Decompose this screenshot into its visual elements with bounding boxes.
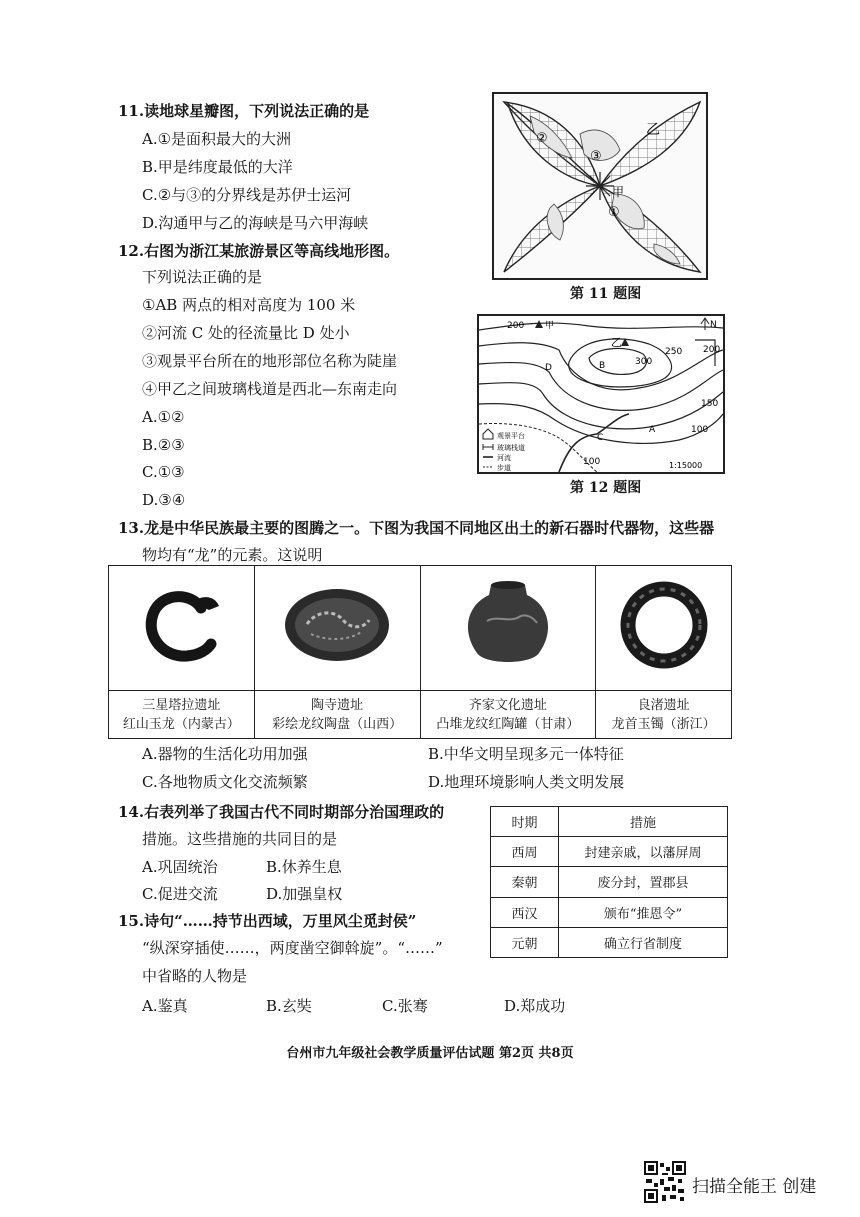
q15-line1: 15.诗句“……持节出西域，万里风尘觅封侯”: [118, 912, 417, 930]
relic-site-3: 齐家文化遗址: [468, 697, 547, 713]
q12-option-b: B.②③: [142, 436, 185, 454]
policy-measure-4: 确立行省制度: [559, 927, 728, 957]
q14-stem-line2: 措施。这些措施的共同目的是: [142, 830, 338, 848]
relic-site-1: 三星塔拉遗址: [142, 697, 221, 713]
relic-label-2: [254, 691, 420, 739]
map-label-d: D: [545, 363, 552, 373]
q11-option-a: A.①是面积最大的大洲: [142, 130, 292, 148]
q11-option-c: C.②与③的分界线是苏伊士运河: [142, 186, 352, 204]
q15-option-d: D.郑成功: [504, 997, 566, 1015]
jade-bracelet-icon: [614, 575, 714, 675]
legend-river: 河流: [497, 454, 511, 462]
relic-painted-plate-cell: [254, 566, 420, 691]
q12-stem-2: 下列说法正确的是: [142, 268, 263, 286]
q12-statement-2: ②河流 C 处的径流量比 D 处小: [142, 324, 350, 342]
q12-statement-4: ④甲乙之间玻璃栈道是西北—东南走向: [142, 380, 398, 398]
relic-name-1: 红山玉龙（内蒙古）: [122, 716, 240, 732]
map-label-a: A: [649, 425, 656, 435]
q11-stem: 11.读地球星瓣图，下列说法正确的是: [118, 102, 370, 120]
map-label-3: ③: [590, 149, 602, 164]
map-label-jia: 甲: [612, 185, 625, 199]
relics-table: [108, 565, 732, 739]
legend-trail: 步道: [497, 464, 511, 472]
relic-site-2: 陶寺遗址: [311, 697, 364, 713]
north-arrow-label: N: [710, 320, 717, 330]
map-scale: 1:15000: [669, 461, 703, 470]
relic-name-4: 龙首玉镯（浙江）: [611, 716, 716, 732]
q12-statement-3: ③观景平台所在的地形部位名称为陡崖: [142, 352, 398, 370]
q15-line2: “纵深穿插使……，两度凿空御斡旋”。“……”: [142, 939, 443, 957]
contour-label-250: 250: [665, 347, 683, 357]
map-label-2: ②: [536, 131, 548, 146]
qr-code-icon: [644, 1161, 686, 1203]
relic-label-1: [109, 691, 255, 739]
contour-label-300: 300: [635, 357, 653, 367]
q12-option-d: D.③④: [142, 491, 186, 509]
relic-name-2: 彩绘龙纹陶盘（山西）: [272, 716, 403, 732]
policy-period-4: 元朝: [491, 927, 559, 957]
q12-stem: 12.右图为浙江某旅游景区等高线地形图。: [118, 242, 400, 260]
q14-stem-line1: 14.右表列举了我国古代不同时期部分治国理政的: [118, 803, 445, 821]
q13-stem-line1: 13.龙是中华民族最主要的图腾之一。下图为我国不同地区出土的新石器时代器物，这些器: [118, 519, 715, 537]
contour-map-graphic: [479, 316, 723, 472]
q11-star-petal-map: [492, 92, 708, 280]
contour-label-200-right: 200: [703, 345, 721, 355]
map-label-1: ①: [608, 205, 620, 220]
policy-measure-1: 封建亲戚，以藩屏周: [559, 837, 728, 867]
pottery-jar-icon: [453, 575, 563, 675]
star-petal-map-graphic: [494, 94, 706, 278]
q12-contour-map: [477, 314, 725, 474]
q15-option-a: A.鉴真: [142, 997, 188, 1015]
q11-option-b: B.甲是纬度最低的大洋: [142, 158, 293, 176]
page-footer: 台州市九年级社会教学质量评估试题 第2页 共8页: [286, 1046, 574, 1061]
q15-option-b: B.玄奘: [266, 997, 312, 1015]
scanner-label: 扫描全能王 创建: [692, 1177, 817, 1197]
q13-option-a: A.器物的生活化功用加强: [142, 745, 308, 763]
q13-stem-line2: 物均有“龙”的元素。这说明: [142, 546, 323, 564]
contour-label-150: 150: [701, 399, 719, 409]
q14-option-b: B.休养生息: [266, 858, 342, 876]
policy-measure-2: 废分封，置郡县: [559, 867, 728, 897]
q13-option-b: B.中华文明呈现多元一体特征: [428, 745, 624, 763]
q15-line3: 中省略的人物是: [142, 967, 248, 985]
q14-option-d: D.加强皇权: [266, 885, 343, 903]
q13-option-c: C.各地物质文化交流频繁: [142, 773, 308, 791]
legend-glass-walkway: 玻璃栈道: [497, 444, 525, 452]
map-label-b: B: [599, 361, 606, 371]
legend-viewing-platform: 观景平台: [497, 432, 525, 440]
map-label-jia-peak: 甲: [545, 321, 555, 331]
contour-label-100-right: 100: [691, 425, 709, 435]
map-label-c: C: [597, 433, 604, 443]
q11-figure-caption: 第 11 题图: [570, 286, 642, 302]
policy-header-period: 时期: [491, 807, 559, 837]
q14-option-a: A.巩固统治: [142, 858, 218, 876]
contour-label-100-bottom: 100: [583, 457, 601, 467]
policy-period-3: 西汉: [491, 897, 559, 927]
q13-option-d: D.地理环境影响人类文明发展: [428, 773, 625, 791]
relic-red-pottery-jar-cell: [420, 566, 596, 691]
relic-name-3: 凸堆龙纹红陶罐（甘肃）: [436, 716, 580, 732]
relic-jade-dragon-cell: [109, 566, 255, 691]
relic-jade-bracelet-cell: [596, 566, 732, 691]
q11-option-d: D.沟通甲与乙的海峡是马六甲海峡: [142, 214, 369, 232]
policy-measure-3: 颁布“推恩令”: [559, 897, 728, 927]
map-label-yi-peak: 乙: [611, 336, 622, 349]
q15-option-c: C.张骞: [382, 997, 428, 1015]
policy-period-1: 西周: [491, 837, 559, 867]
scanner-watermark: [644, 1161, 844, 1205]
map-legend: [483, 429, 525, 472]
dragon-plate-icon: [277, 580, 397, 670]
relic-site-4: 良渚遗址: [637, 697, 690, 713]
policy-table: [490, 806, 728, 958]
policy-header-measure: 措施: [559, 807, 728, 837]
relic-label-3: [420, 691, 596, 739]
q14-option-c: C.促进交流: [142, 885, 218, 903]
contour-label-200-top: 200: [507, 321, 525, 331]
q12-option-a: A.①②: [142, 408, 185, 426]
map-label-yi: 乙: [646, 122, 660, 138]
jade-dragon-icon: [131, 580, 231, 670]
policy-period-2: 秦朝: [491, 867, 559, 897]
q12-figure-caption: 第 12 题图: [570, 480, 642, 496]
q12-statement-1: ①AB 两点的相对高度为 100 米: [142, 296, 356, 314]
q12-option-c: C.①③: [142, 463, 185, 481]
relic-label-4: [596, 691, 732, 739]
